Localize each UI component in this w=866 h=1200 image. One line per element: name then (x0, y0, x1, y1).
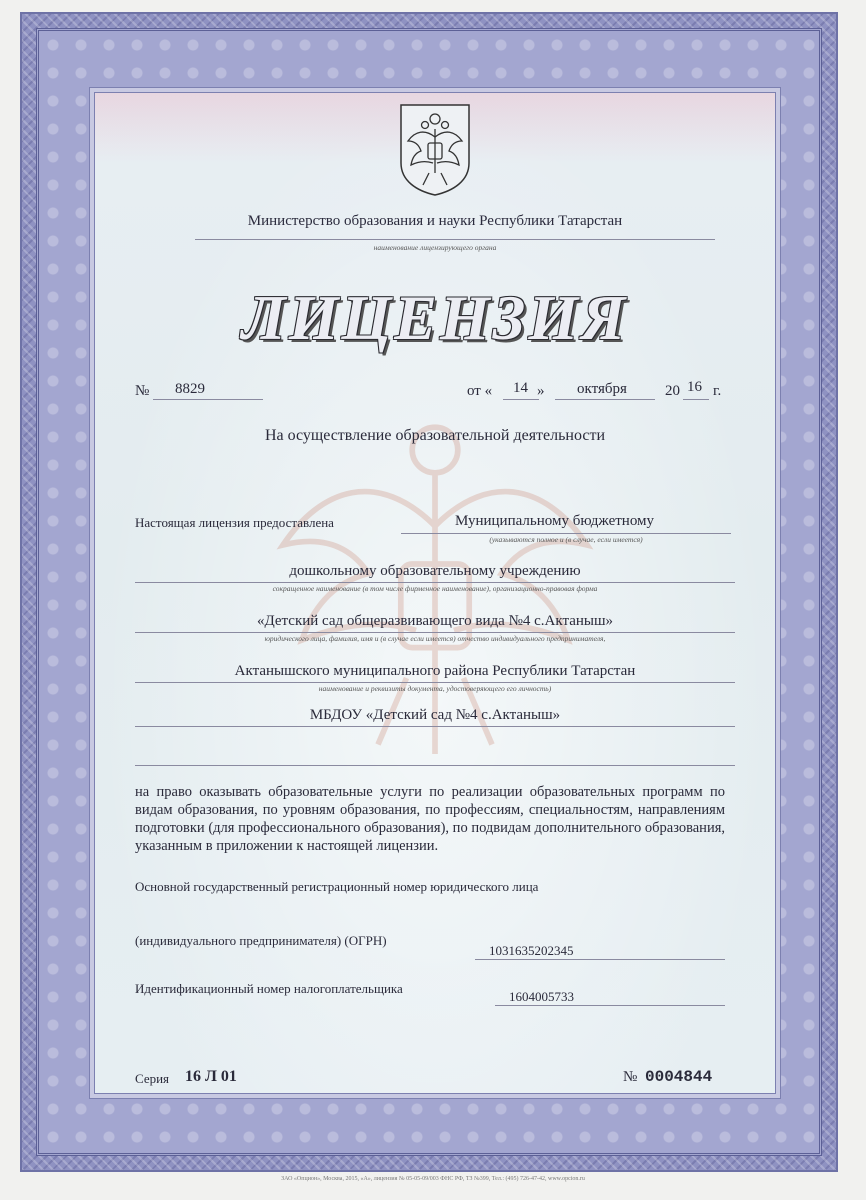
granted-line4: Актанышского муниципального района Республики Татарстан (234, 663, 636, 679)
ministry-caption: наименование лицензирующего органа (373, 243, 497, 252)
inn-value: 1604005733 (509, 989, 574, 1004)
license-number-prefix: № (135, 383, 150, 399)
ministry-underline (195, 239, 715, 240)
ogrn-line (475, 959, 725, 960)
ogrn-label2: (индивидуального предпринимателя) (ОГРН) (135, 933, 387, 948)
rights-text: на право оказывать образовательные услуги по реализации образовательных программ по видам образования, по уровням образования, по профессиям, специальностям, направлениям подготовки (для профессионального образования), по подвидам дополнительного образования, указанным в приложении к настоящей лицензии. (135, 784, 725, 854)
license-number-line (153, 399, 263, 400)
series-number-prefix: № (623, 1069, 638, 1085)
year-line (683, 399, 709, 400)
day-line (503, 399, 539, 400)
day-close-quote: » (537, 383, 545, 399)
coat-of-arms-icon (395, 101, 475, 197)
blank-rule (135, 765, 735, 766)
inn-line (495, 1005, 725, 1006)
granted-line2: дошкольному образовательному учреждению (289, 563, 581, 579)
ogrn-label1: Основной государственный регистрационный номер юридического лица (135, 879, 539, 894)
granted-line3-rule (135, 632, 735, 633)
activity-title: На осуществление образовательной деятельности (264, 427, 606, 444)
year-prefix: 20 (665, 383, 680, 399)
month-line (555, 399, 655, 400)
ministry-name: Министерство образования и науки Республики Татарстан (247, 213, 623, 229)
ogrn-value: 1031635202345 (489, 943, 574, 958)
year-suffix: 16 (687, 379, 702, 395)
license-number: 8829 (175, 381, 205, 397)
granted-caption1: (указываются полное и (в случае, если имеется) (489, 535, 643, 544)
license-month: октября (577, 381, 627, 397)
granted-line1: Муниципальному бюджетному (455, 513, 655, 529)
granted-line5: МБДОУ «Детский сад №4 с.Актаныш» (309, 707, 561, 723)
printer-imprint: ЗАО «Опцион», Москва, 2015, «А», лицензия № 05-05-09/003 ФНС РФ, ТЗ №399, Тел.: (495) 726-47-42, www.opcion.ru (281, 1176, 585, 1182)
granted-line1-rule (401, 533, 731, 534)
granted-line5-rule (135, 726, 735, 727)
series-number: 0004844 (645, 1068, 713, 1086)
date-from-label: от « (467, 383, 493, 399)
granted-line2-rule (135, 582, 735, 583)
granted-caption2: сокращенное наименование (в том числе фирменное наименование), организационно-правовая форма (272, 584, 598, 593)
series-label: Серия (135, 1071, 170, 1086)
granted-line4-rule (135, 682, 735, 683)
document-title: ЛИЦЕНЗИЯ (241, 282, 629, 353)
granted-label: Настоящая лицензия предоставлена (135, 515, 334, 530)
granted-caption4: наименование и реквизиты документа, удостоверяющего его личность) (318, 684, 552, 693)
inn-label: Идентификационный номер налогоплательщика (135, 981, 403, 996)
license-day: 14 (513, 380, 528, 396)
certificate-panel (94, 92, 776, 1094)
series-value: 16 Л 01 (185, 1068, 237, 1085)
granted-line3: «Детский сад общеразвивающего вида №4 с.Актаныш» (256, 613, 614, 629)
year-end: г. (713, 383, 722, 399)
granted-caption3: юридического лица, фамилия, имя и (в случае если имеется) отчество индивидуального предпринимателя, (264, 634, 606, 643)
